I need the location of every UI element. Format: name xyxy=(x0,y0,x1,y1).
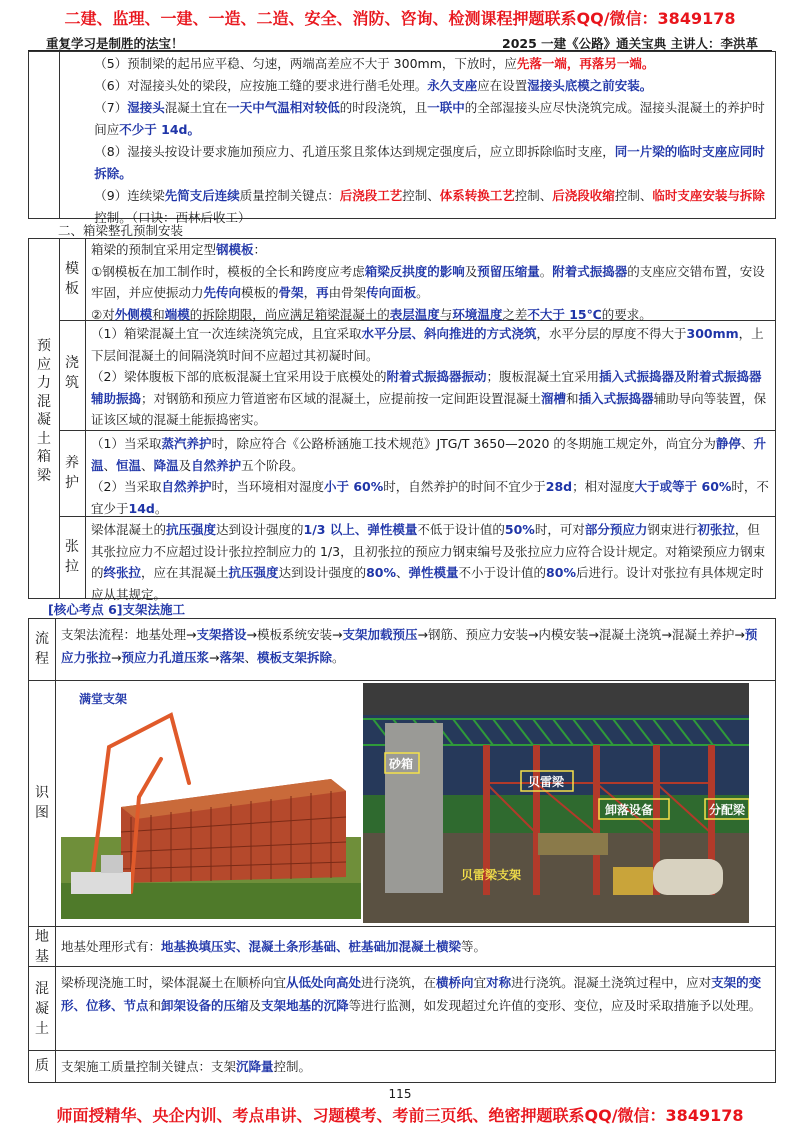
tag-bailey-beam: 贝雷梁 xyxy=(528,775,565,789)
process-text: 支架法流程：地基处理→支架搭设→模板系统安装→支架加载预压→钢筋、预应力安装→内模安装→混凝土浇筑→混凝土养护→预应力张拉→预应力孔道压浆→落架、模板支架拆除。 xyxy=(61,627,758,665)
quality-text: 支架施工质量控制关键点：支架沉降量控制。 xyxy=(61,1059,312,1074)
figure-label: 识图 xyxy=(35,785,49,821)
bailey-support-caption: 贝雷梁支架 xyxy=(461,868,522,882)
top-promo-banner: 二建、监理、一建、一造、二造、安全、消防、咨询、检测课程押题联系QQ/微信：3849178 xyxy=(64,9,736,28)
main-label: 预应力混凝土箱梁 xyxy=(37,338,51,484)
row-process xyxy=(29,619,775,681)
curing-line-1: （1）当采取蒸汽养护时，除应符合《公路桥涵施工技术规范》JTG/T 3650—2020 的冬期施工规定外，尚宜分为静停、升温、恒温、降温及自然养护五个阶段。 xyxy=(91,436,766,473)
section-title-box-girder: 二、箱梁整孔预制安装 xyxy=(58,223,184,238)
page-header xyxy=(28,32,772,50)
formwork-line-3: ②对外侧模和端模的拆除期限，尚应满足箱梁混凝土的表层温度与环境温度之差不大于 15℃的要求。 xyxy=(91,306,652,322)
concrete-label: 混凝土 xyxy=(35,981,49,1037)
quality-label: 质 xyxy=(35,1058,49,1074)
foundation-text: 地基处理形式有：地基换填压实、混凝土条形基础、桩基础加混凝土横梁等。 xyxy=(61,939,487,954)
tag-distribution-beam: 分配梁 xyxy=(709,803,746,817)
tag-unloading-device: 卸落设备 xyxy=(605,803,654,817)
bailey-beam-illustration xyxy=(363,683,749,923)
formwork-label: 模板 xyxy=(65,261,79,297)
concrete-text: 梁桥现浇施工时，梁体混凝土在顺桥向宜从低处向高处进行浇筑，在横桥向宜对称进行浇筑。混凝土浇筑过程中，应对支架的变形、位移、节点和卸架设备的压缩及支架地基的沉降等进行监测，如发现超过允许值的变形、变位，应及时采取措施予以处理。 xyxy=(61,975,762,1013)
tension-label: 张拉 xyxy=(65,539,79,575)
left-gutter xyxy=(29,52,60,218)
main-label-cell xyxy=(29,239,60,598)
header-book-title: 2025 一建《公路》通关宝典 主讲人：李洪革 xyxy=(502,36,758,51)
row-pouring xyxy=(59,321,775,431)
item-9: （9）连续梁先简支后连续质量控制关键点：后浇段工艺控制、体系转换工艺控制、后浇段收缩控制、临时支座安装与拆除控制。（口诀：西林后收工） xyxy=(94,188,765,225)
row-formwork xyxy=(59,239,775,321)
header-slogan: 重复学习是制胜的法宝！ xyxy=(46,36,184,51)
item-7: （7）湿接头混凝土宜在一天中气温相对较低的时段浇筑，且一联中的全部湿接头应尽快浇筑完成。湿接头混凝土的养护时间应不少于 14d。 xyxy=(94,100,765,137)
curing-line-2: （2）当采取自然养护时，当环境相对湿度小于 60%时，自然养护的时间不宜少于28d；相对湿度大于或等于 60%时，不宜少于14d。 xyxy=(91,479,769,516)
page-number: 115 xyxy=(388,1087,412,1101)
pouring-line-1: （1）箱梁混凝土宜一次连续浇筑完成，且宜采取水平分层、斜向推进的方式浇筑，水平分层的厚度不得大于300mm，上下层间混凝土的间隔浇筑时间不应超过其初凝时间。 xyxy=(91,326,764,363)
photo-bailey-beam-support xyxy=(363,683,749,923)
pouring-label: 浇筑 xyxy=(65,355,79,391)
photo-full-scaffold xyxy=(61,687,361,919)
formwork-line-2: ①钢模板在加工制作时，模板的全长和跨度应考虑箱梁反拱度的影响及预留压缩量。附着式振捣器的支座应交错布置，安设牢固，并应使振动力先传向模板的骨架，再由骨架传向面板。 xyxy=(91,263,765,300)
row-figure xyxy=(29,681,775,927)
full-scaffold-caption: 满堂支架 xyxy=(79,692,128,706)
bottom-promo-banner: 师面授精华、央企内训、考点串讲、习题模考、考前三页纸、绝密押题联系QQ/微信：3849178 xyxy=(56,1106,744,1125)
process-label: 流程 xyxy=(35,631,49,667)
row-concrete xyxy=(29,967,775,1051)
precast-box-girder-table xyxy=(28,238,776,602)
continued-items-table xyxy=(28,51,776,225)
tag-sand-box: 砂箱 xyxy=(389,757,414,771)
item-6: （6）对湿接头处的梁段，应按施工缝的要求进行凿毛处理。永久支座应在设置湿接头底模之前安装。 xyxy=(94,78,653,93)
item-8: （8）湿接头按设计要求施加预应力、孔道压浆且浆体达到规定强度后，应立即拆除临时支座，同一片梁的临时支座应同时拆除。 xyxy=(94,144,765,181)
frame-construction-table xyxy=(28,618,776,1083)
section-title-core-point-6: [核心考点 6]支架法施工 xyxy=(48,602,185,617)
curing-label: 养护 xyxy=(65,455,79,491)
pouring-line-2: （2）梁体腹板下部的底板混凝土宜采用设于底模处的附着式振捣器振动；腹板混凝土宜采用插入式振捣器及附着式振捣器辅助振捣；对钢筋和预应力管道密布区域的混凝土，应提前按一定间距设置混凝土溜槽和插入式振捣器辅助导向等装置，保证该区域的混凝土能振捣密实。 xyxy=(91,369,767,427)
formwork-line-1: 箱梁的预制宜采用定型钢模板： xyxy=(91,242,267,257)
row-curing xyxy=(59,431,775,517)
row-foundation xyxy=(29,927,775,967)
full-scaffold-illustration xyxy=(61,687,361,919)
item-5: （5）预制梁的起吊应平稳、匀速，两端高差应不大于 300mm，下放时，应先落一端，再落另一端。 xyxy=(94,56,655,71)
row-quality xyxy=(29,1051,775,1083)
tension-text: 梁体混凝土的抗压强度达到设计强度的1/3 以上、弹性模量不低于设计值的50%时，可对部分预应力钢束进行初张拉，但其张拉应力不应超过设计张拉控制应力的 1/3，且初张拉的预应力钢束编号及张拉应力应符合设计规定。对箱梁预应力钢束的终张拉，应在其混凝土抗压强度达到设计强度的80%、弹性模量不小于设计值的80%后进行。设计对张拉有具体规定时应从其规定。 xyxy=(91,522,766,602)
row-tension xyxy=(59,517,775,602)
foundation-label: 地基 xyxy=(35,929,49,965)
